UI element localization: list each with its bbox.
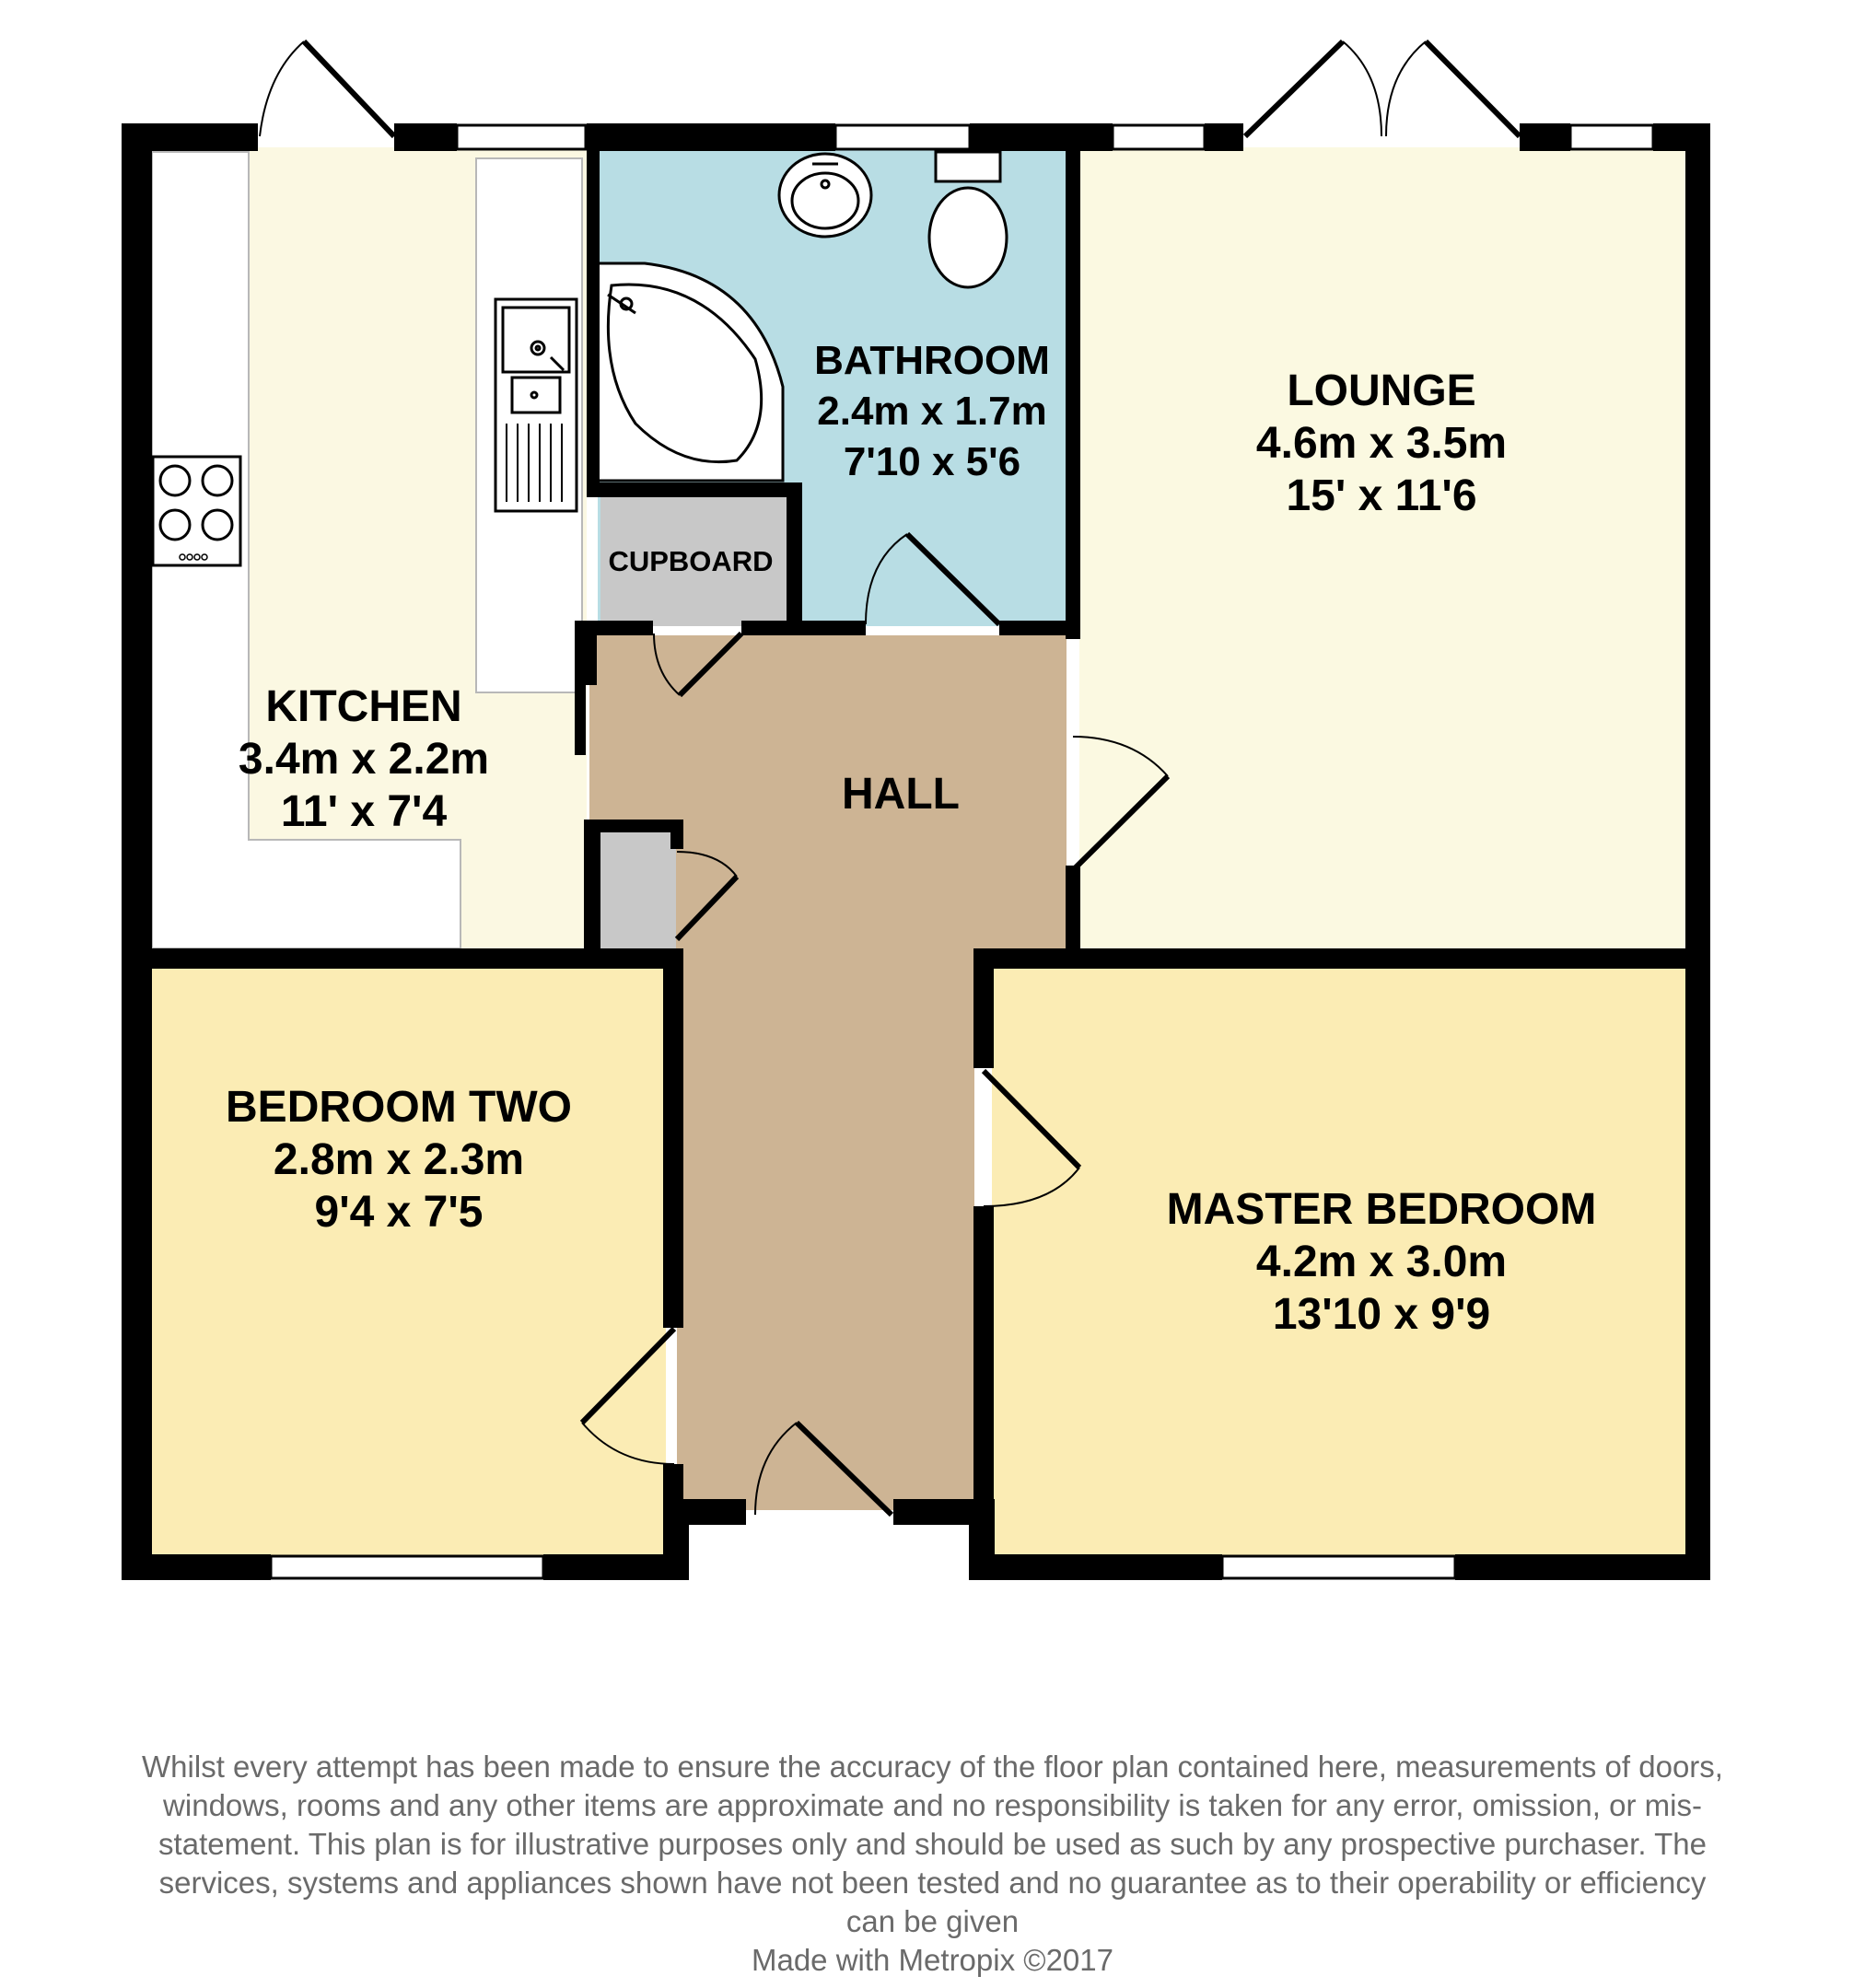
credit-text: Made with Metropix ©2017 — [751, 1943, 1113, 1977]
basin-icon — [779, 154, 871, 237]
wall-bath-lounge — [1066, 123, 1080, 639]
wall-hall-top-right — [999, 621, 1080, 635]
wall-cupboard-top — [587, 482, 802, 497]
wall-hall-top-mid — [741, 621, 866, 635]
lounge-name: LOUNGE — [1287, 366, 1476, 415]
small-cupboard-floor — [600, 831, 676, 948]
lounge-metric: 4.6m x 3.5m — [1255, 419, 1508, 468]
wall-left — [122, 123, 152, 1580]
wall-kitchen-bed2 — [122, 948, 683, 969]
kitchen-imperial: 11' x 7'4 — [280, 787, 448, 836]
wall-top-lounge-left — [1205, 123, 1243, 151]
wall-top-kitchen-mid — [394, 123, 457, 151]
master-bedroom-imperial: 13'10 x 9'9 — [1272, 1290, 1491, 1339]
wall-kitchen-hall-b — [575, 681, 586, 755]
bedroom-two-name: BEDROOM TWO — [226, 1083, 572, 1132]
wall-top-bath-right — [970, 123, 1113, 151]
bedroom-two-floor — [152, 967, 666, 1556]
door-lounge-right — [1426, 41, 1520, 136]
wall-bottom-master-left — [969, 1554, 1222, 1580]
disclaimer-text: Whilst every attempt has been made to ensure the accuracy of the floor plan contained here, measurements of doors, windows, rooms and any other items are approximate and no responsibility is taken for any error, omission, or mis-statement. This plan is for illustrative purposes only and should be used as such by any prospective purchaser. The services, systems and appliances shown have not been tested and no guarantee as to their operability or efficiency can be given — [142, 1750, 1723, 1938]
disclaimer — [138, 1748, 1727, 1980]
lounge-floor — [1079, 147, 1685, 948]
wall-small-cupboard-left — [584, 820, 600, 958]
window-master-bedroom — [1222, 1556, 1455, 1578]
wall-right — [1685, 123, 1710, 1580]
wall-bed2-hall-b — [663, 1464, 683, 1510]
window-bedroom-two — [271, 1556, 543, 1578]
bathroom-name: BATHROOM — [814, 338, 1050, 383]
bedroom-two-imperial: 9'4 x 7'5 — [314, 1188, 484, 1237]
wall-kitchen-hall-a — [575, 621, 597, 685]
door-lounge-left — [1245, 41, 1343, 136]
wall-top-lounge-right — [1520, 123, 1570, 151]
cupboard-name: CUPBOARD — [608, 545, 774, 577]
toilet-icon — [929, 152, 1007, 287]
wall-master-hall-a — [973, 948, 994, 1068]
bathroom-imperial: 7'10 x 5'6 — [843, 439, 1021, 484]
hall-name: HALL — [842, 770, 960, 819]
kitchen-name: KITCHEN — [265, 682, 462, 731]
wall-top-bath-left — [587, 123, 835, 151]
window-lounge-right — [1570, 125, 1653, 149]
bathroom-metric: 2.4m x 1.7m — [817, 389, 1047, 434]
door-kitchen-external — [304, 41, 394, 136]
master-bedroom-metric: 4.2m x 3.0m — [1255, 1238, 1508, 1286]
window-lounge-left — [1113, 125, 1205, 149]
master-bedroom-name: MASTER BEDROOM — [1166, 1185, 1597, 1234]
hob-icon — [153, 457, 240, 565]
wall-bottom-right — [1455, 1554, 1710, 1580]
window-bathroom — [835, 125, 970, 149]
bedroom-two-metric: 2.8m x 2.3m — [273, 1135, 525, 1184]
lounge-imperial: 15' x 11'6 — [1286, 471, 1477, 520]
kitchen-sink-icon — [495, 299, 577, 511]
wall-kitchen-bath — [587, 123, 600, 492]
wall-small-cupboard-right — [670, 820, 683, 849]
wall-lounge-master — [973, 948, 1710, 969]
window-kitchen — [457, 125, 586, 149]
wall-master-hall-b — [973, 1206, 994, 1510]
kitchen-metric: 3.4m x 2.2m — [238, 735, 490, 784]
wall-bottom-left — [122, 1554, 271, 1580]
wall-bed2-hall-a — [663, 948, 683, 1328]
wall-cupboard-right — [787, 482, 802, 630]
